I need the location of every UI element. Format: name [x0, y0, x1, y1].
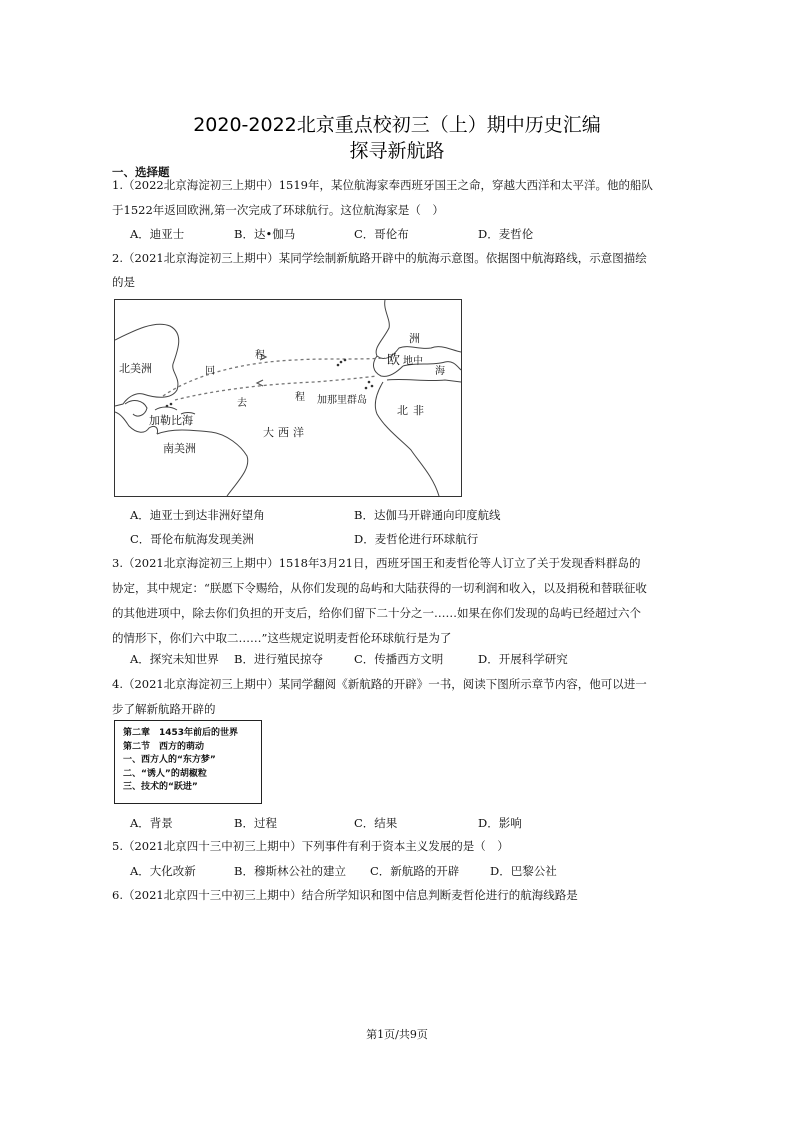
page-footer: 第1页/共9页: [366, 1028, 428, 1041]
caribbean-islands: [155, 407, 195, 414]
question-1-text-line-2: 于1522年返回欧洲,第一次完成了环球航行。这位航海家是（ ）: [112, 203, 444, 217]
question-1-text-line-1: 1.（2022北京海淀初三上期中）1519年，某位航海家奉西班牙国王之命，穿越大西洋和太平洋。他的船队: [112, 178, 654, 192]
question-5-option-c[interactable]: C．新航路的开辟: [370, 864, 460, 878]
question-1-option-b[interactable]: B．达•伽马: [234, 227, 296, 241]
label-north-america: 北美洲: [119, 362, 152, 375]
question-5-text-line-1: 5.（2021北京四十三中初三上期中）下列事件有利于资本主义发展的是（ ）: [112, 839, 509, 853]
question-4-text-line-1: 4.（2021北京海淀初三上期中）某同学翻阅《新航路的开辟》一书，阅读下图所示章节内容，他可以进一: [112, 677, 647, 691]
toc-line-3: 一、西方人的“东方梦”: [123, 755, 216, 765]
question-2-option-c[interactable]: C．哥伦布航海发现美洲: [130, 532, 254, 546]
question-4-option-a[interactable]: A．背景: [130, 816, 173, 830]
route-arrow-2: [257, 380, 263, 386]
question-1-option-d[interactable]: D．麦哲伦: [478, 227, 534, 241]
canary-dot: [368, 381, 371, 384]
voyage-map-svg: [115, 300, 461, 496]
toc-line-2: 第二节 西方的萌动: [123, 741, 205, 752]
document-subtitle: 探寻新航路: [349, 140, 445, 162]
return-route: [163, 358, 385, 396]
question-3-option-a[interactable]: A．探究未知世界: [130, 652, 219, 666]
label-north-africa: 北非: [397, 404, 429, 417]
toc-line-4: 二、“诱人”的胡椒粒: [123, 768, 207, 779]
question-5-option-d[interactable]: D．巴黎公社: [490, 864, 557, 878]
voyage-map: [114, 299, 462, 497]
section-heading: 一、选择题: [112, 165, 170, 179]
label-return-2: 程: [255, 350, 265, 361]
question-3-option-c[interactable]: C．传播西方文明: [354, 652, 444, 666]
label-return-1: 回: [205, 366, 215, 377]
question-3-text-line-2: 协定，其中规定：“朕愿下令赐给，从你们发现的岛屿和大陆获得的一切利润和收入，以及捐税和替联征收: [112, 581, 647, 595]
question-2-text-line-2: 的是: [112, 275, 135, 289]
chapter-contents-box: [114, 720, 262, 804]
question-2-option-d[interactable]: D．麦哲伦进行环球航行: [354, 532, 479, 546]
label-canary: 加那里群岛: [317, 395, 367, 406]
north-africa-coast: [375, 382, 439, 496]
caribbean-dot: [166, 405, 169, 408]
question-2-option-b[interactable]: B．达伽马开辟通向印度航线: [354, 508, 501, 522]
question-2-text-line-1: 2.（2021北京海淀初三上期中）某同学绘制新航路开辟中的航海示意图。依据图中航海路线，示意图描绘: [112, 251, 647, 265]
question-5-option-b[interactable]: B．穆斯林公社的建立: [234, 864, 346, 878]
label-europe-1: 洲: [409, 332, 420, 345]
document-title: 2020-2022北京重点校初三（上）期中历史汇编: [193, 114, 601, 136]
europe-coast: [376, 300, 461, 358]
toc-line-1: 第二章 1453年前后的世界: [123, 728, 239, 738]
question-3-option-b[interactable]: B．进行殖民掠夺: [234, 652, 323, 666]
question-3-text-line-1: 3.（2021北京海淀初三上期中）1518年3月21日，西班牙国王和麦哲伦等人订立了关于发现香料群岛的: [112, 556, 641, 570]
label-mediterranean-1: 地中: [403, 356, 423, 367]
question-5-option-a[interactable]: A．大化改新: [130, 864, 196, 878]
azores-dot: [340, 361, 343, 364]
label-south-america: 南美洲: [163, 442, 196, 455]
toc-line-5: 三、技术的“跃进”: [123, 782, 198, 792]
south-america-coast: [157, 430, 248, 496]
question-4-text-line-2: 步了解新航路开辟的: [112, 702, 216, 716]
question-2-option-a[interactable]: A．迪亚士到达非洲好望角: [130, 508, 265, 522]
question-4-option-d[interactable]: D．影响: [478, 816, 522, 830]
label-europe-2: 欧: [387, 353, 401, 368]
question-6-text-line-1: 6.（2021北京四十三中初三上期中）结合所学知识和图中信息判断麦哲伦进行的航海线路是: [112, 888, 578, 902]
question-3-text-line-3: 的其他进项中，除去你们负担的开支后，给你们留下二十分之一……如果在你们发现的岛屿已经超过六个: [112, 606, 641, 620]
question-4-option-b[interactable]: B．过程: [234, 816, 277, 830]
question-4-option-c[interactable]: C．结果: [354, 816, 398, 830]
florida-coast: [125, 401, 147, 416]
question-1-option-a[interactable]: A．迪亚士: [130, 227, 185, 241]
label-mediterranean-2: 海: [435, 366, 445, 377]
question-3-text-line-4: 的情形下，你们六中取二……”这些规定说明麦哲伦环球航行是为了: [112, 631, 452, 645]
label-caribbean: 加勒比海: [149, 414, 193, 427]
label-outbound-1: 去: [237, 398, 247, 409]
question-3-option-d[interactable]: D．开展科学研究: [478, 652, 568, 666]
north-africa-coast-2: [387, 379, 461, 382]
question-1-option-c[interactable]: C．哥伦布: [354, 227, 409, 241]
label-outbound-2: 程: [295, 392, 305, 403]
label-atlantic: 大西洋: [263, 426, 308, 439]
